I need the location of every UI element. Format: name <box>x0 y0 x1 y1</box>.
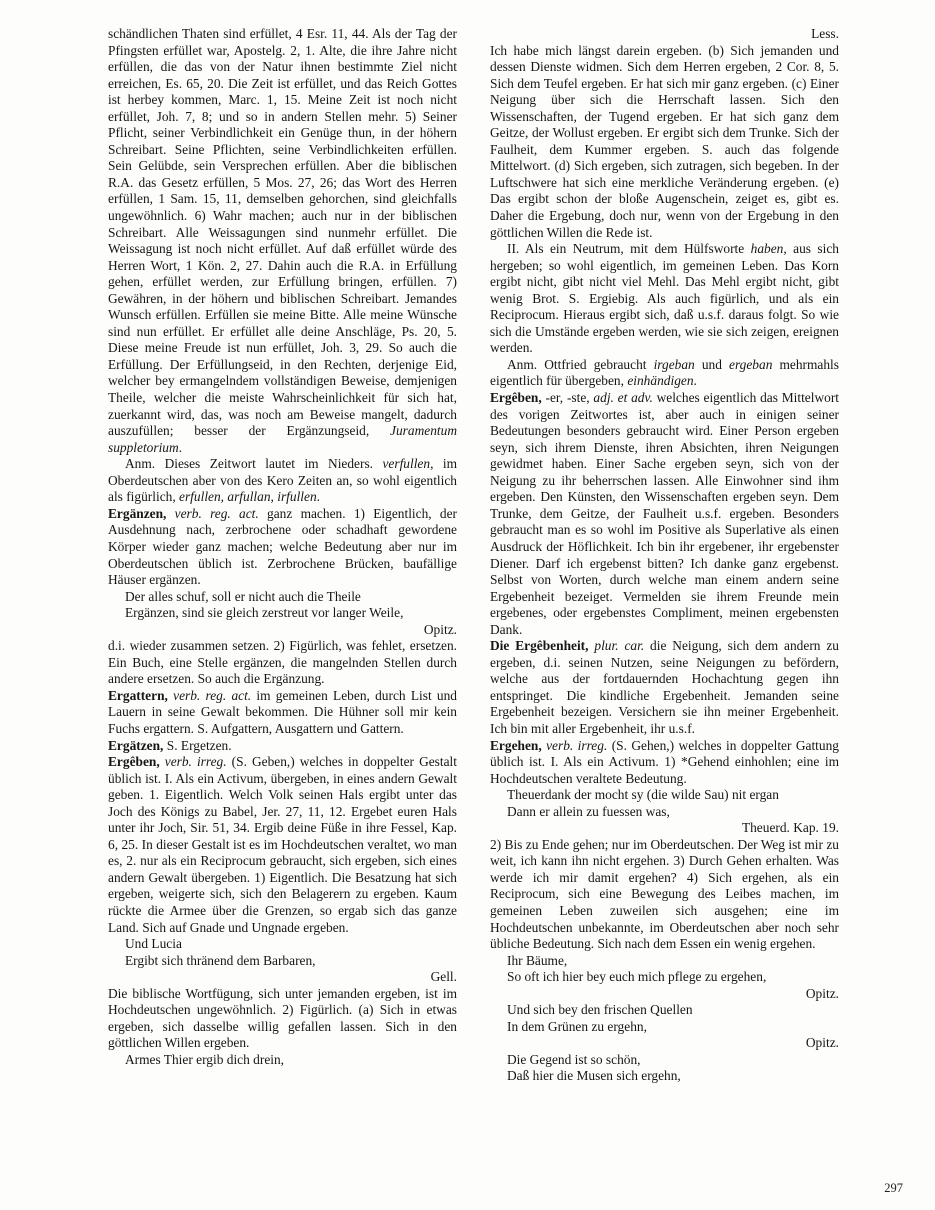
text-run: , im Oberdeutschen aber von des Kero Zeiten an, so wohl eigentlich als figürlich, <box>108 456 457 505</box>
attribution <box>108 622 457 639</box>
text-run: welches eigentlich das Mittelwort des vorigen Zeitwortes ist, aber auch in einigen seiner Bedeutungen besonders gebraucht wird. Einer Person ergeben seyn, sich ihrem Dienste, ihren Absichten, ihren Neigungen gewidmet haben. Einer Sache ergeben seyn, sich von der Neigung zu ihr beherrschen lassen. Alle Einwohner sind ihm ergeben. Den Künsten, den Wissenschaften ergeben seyn. Dem Trunke, dem Geitze, der Faulheit u.s.f. ergeben. Besonders gebraucht man es so wohl im Positive als Superlative als einen Ausdruck der Höflichkeit. Ich bin ihr ergebener, ihr ergebenster Diener. Darf ich ergebenst bitten? Ich danke ganz ergebenst. Selbst von Worten, durch welche man einem andern seine Ergebenheit bezeiget. Vermelden sie ihrem Freunde mein ergebenes, oder ergebenstes Compliment, meinen ergebensten Dank. <box>490 390 839 637</box>
dictionary-entry <box>108 754 457 936</box>
text-run: verb. irreg. <box>546 737 608 753</box>
text-run: (S. Geben,) welches in doppelter Gestalt üblich ist. I. Als ein Activum, übergeben, in eines andern Gewalt geben. 1. Eigentlich. Welch Volk seinen Hals ergibt unter das Joch des Königs zu Babel, Jer. 27, 11, 12. Ergebet euren Hals unter ihr Joch, Sir. 51, 34. Ergib deine Füße in ihre Fessel, Kap. 6, 25. In dieser Gestalt ist es im Hochdeutschen veraltet, wo man es, 2. nur als ein Reciprocum gebraucht, sich ergeben, sich eines andern Gewalt übergeben. 1) Eigentlich. Die Besatzung hat sich ergeben, weigerte sich, sich den Belagerern zu ergeben. Kaum rückte die Armee über die Grenzen, so ergab sich das ganze Land. Sich auf Gnade und Ungnade ergeben. <box>108 754 457 935</box>
text-run: (S. Gehen,) welches in doppelter Gattung üblich ist. I. Als ein Activum. 1) *Gehend einhohlen; eine im Hochdeutschen veraltete Bedeutung. <box>490 737 839 786</box>
verse-line <box>108 589 457 606</box>
text-run: schändlichen Thaten sind erfüllet, 4 Esr. 11, 44. Als der Tag der Pfingsten erfüllet war, Apostelg. 2, 1. Alte, die ihre Jahre nicht erfüllen, die das von der Natur ihnen bestimmte Ziel nicht erreichen, Es. 65, 20. Die Zeit ist erfüllet, und das Reich Gottes ist herbey kommen, Marc. 1, 15. Meine Zeit ist noch nicht erfüllet, Joh. 7, 8; und so in andern Stellen mehr. 5) Seiner Pflicht, seiner Verbindlichkeit ein Genüge thun, in der höhern Schreibart. Seine Pflichten, seine Verbindlichkeiten erfüllen. Sein Gelübde, sein Versprechen erfüllen. Aber die biblischen R.A. das Gesetz erfüllen, 5 Mos. 27, 26; das Wort des Herren erfüllen, 1 Sam. 15, 11, demselben gehorchen, sind gleichfalls ungewöhnlich. 6) Wahr machen; auch nur in der biblischen Schreibart. Alle Weissagungen sind nunmehr erfüllet. Die Weissagung ist noch nicht erfüllet. Auf daß erfüllet würde des Herren Wort, 1 Kön. 2, 27. Dahin auch die R.A. in Erfüllung gehen, erfüllet werden, zur Erfüllung bringen, erfüllen. 7) Gewähren, in der höhern und biblischen Schreibart. Jemandes Wunsch erfüllen. Erfüllen sie meine Bitte. Alle meine Wünsche sind nun erfüllet. Er erfüllet alle deine Anschläge, Ps. 20, 5. Diese meine Freude ist nun erfüllet, Joh. 3, 29. So auch die Erfüllung. Der Erfüllungseid, in den Rechten, derjenige Eid, welcher bey ermangelndem vollständigen Beweise, demjenigen Theile, welcher die meiste Wahrscheinlichkeit für sich hat, zuerkannt wird, das, was noch am Beweise mangelt, dadurch auszufüllen; besser der Ergänzungseid, <box>108 26 457 439</box>
text-run: verfullen <box>382 456 431 472</box>
verse-line <box>108 953 457 970</box>
text-run: plur. car. <box>594 638 645 654</box>
text-run: Anm. Ottfried gebraucht <box>507 356 654 372</box>
dictionary-entry <box>108 688 457 738</box>
text-run: Dann er allein zu fuessen was, <box>507 803 670 819</box>
paragraph <box>108 986 457 1052</box>
text-run: Ergätzen, <box>108 737 164 753</box>
text-run: die Neigung, sich dem andern zu ergeben, d.i. seinen Nutzen, seine Neigungen zu befördern, welche aus der fortdauernden Hochachtung gegen ihn entspringet. Die kindliche Ergebenheit. Jemanden seine Ergebenheit bezeigen. Versichern sie ihn meiner Ergebenheit. Ich bin mit aller Ergebenheit, ihr u.s.f. <box>490 638 839 736</box>
text-run: Daß hier die Musen sich ergehn, <box>507 1068 681 1084</box>
verse-line <box>490 1019 839 1036</box>
attribution <box>108 969 457 986</box>
text-run: Die Gegend ist so schön, <box>507 1051 641 1067</box>
text-run: Theuerd. Kap. 19. <box>741 820 839 836</box>
text-run: Ergêben, <box>108 754 160 770</box>
verse-line <box>490 1052 839 1069</box>
text-run: Less. <box>811 26 839 41</box>
paragraph <box>108 26 457 456</box>
text-run: -er, -ste, <box>541 390 594 406</box>
text-run: Opitz. <box>805 1035 839 1051</box>
text-run: Opitz. <box>805 985 839 1001</box>
text-run: Anm. Dieses Zeitwort lautet im Nieders. <box>125 456 383 472</box>
attribution <box>490 1035 839 1052</box>
text-run: mehrmahls eigentlich für übergeben, <box>490 356 839 389</box>
dictionary-entry <box>490 390 839 638</box>
verse-line <box>108 936 457 953</box>
text-run: Ergänzen, sind sie gleich zerstreut vor langer Weile, <box>125 605 404 621</box>
page-number: 297 <box>884 1181 903 1195</box>
text-run: Die biblische Wortfügung, sich unter jemanden ergeben, ist im Hochdeutschen ungewöhnlich. 2) Figürlich. (a) Sich in etwas ergeben, sich dasselbe willig gefallen lassen. Sich in den göttlichen Willen ergeben. <box>108 985 457 1051</box>
text-run: Armes Thier ergib dich drein, <box>125 1051 285 1067</box>
verse-line <box>490 969 839 986</box>
attribution <box>490 26 839 43</box>
text-run: verb. reg. act. <box>174 505 259 521</box>
text-run: Der alles schuf, soll er nicht auch die Theile <box>125 588 361 604</box>
attribution <box>490 820 839 837</box>
verse-line <box>490 804 839 821</box>
paragraph <box>490 357 839 390</box>
text-run: im gemeinen Leben, durch List und Lauern in seine Gewalt bekommen. Die Hühner soll mir kein Fuchs ergattern. S. Aufgattern, Ausgattern und Gattern. <box>108 687 457 736</box>
text-run: einhändigen <box>627 373 694 389</box>
text-run: . <box>316 489 321 505</box>
text-run: So oft ich hier bey euch mich pflege zu ergehen, <box>507 969 767 985</box>
text-run: , aus sich hergeben; so wohl eigentlich, im gemeinen Leben. Das Korn ergibt nicht, gibt nicht viel Mehl. Das Mehl ergibt nicht, gibt wenig Brot. S. Ergiebig. Als auch figürlich, und als ein Reciprocum. Hieraus ergibt sich, daß u.s.f. daraus folgt. So wie sich die Umstände ergeben werden, wie sie sich zeigen, ereignen werden. <box>490 241 839 356</box>
text-run: haben <box>750 241 784 257</box>
paragraph <box>490 837 839 953</box>
verse-line <box>490 1002 839 1019</box>
dictionary-entry <box>108 738 457 755</box>
text-run: 2) Bis zu Ende gehen; nur im Oberdeutschen. Der Weg ist mir zu weit, ich kann ihn nicht ergehen. 3) Durch Gehen erhalten. Was werde ich mir damit ergehen? 4) Sich ergehen, als ein Reciprocum, sich eine Bewegung des Leibes machen, im gemeinen Leben zuweilen sich ausgehen; eine im Hochdeutschen unbekannte, im Oberdeutschen aber noch sehr übliche Bedeutung. Sich nach dem Essen ein wenig ergehen. <box>490 836 839 952</box>
text-run: II. Als ein Neutrum, mit dem Hülfsworte <box>507 241 751 257</box>
text-run: Ergattern, <box>108 687 168 703</box>
text-run: . <box>178 439 183 455</box>
text-run: ergeban <box>729 356 773 372</box>
text-run: Ergänzen, <box>108 505 167 521</box>
text-run: Ergehen, <box>490 737 542 753</box>
text-run: Ergêben, <box>490 390 542 406</box>
text-run: S. Ergetzen. <box>163 737 232 753</box>
text-run: verb. irreg. <box>164 754 227 770</box>
dictionary-entry <box>108 506 457 589</box>
paragraph <box>490 43 839 242</box>
text-run: Ich habe mich längst darein ergeben. (b) Sich jemanden und dessen Dienste widmen. Sich dem Herren ergeben, 2 Cor. 8, 5. Sich dem Teufel ergeben. Er hat sich mir ganz ergeben. (c) Einer Neigung über sich die Herrschaft lassen. Sich den Wissenschaften, der Tugend ergeben. Er hat sich ganz dem Geitze, der Wollust ergeben. Er ergibt sich dem Trunke. Sich der Faulheit, dem Kummer ergeben. S. auch das folgende Mittelwort. (d) Sich ergeben, sich zutragen, sich begeben. In der Luftschwere hat sich eine merkliche Veränderung ergeben. (e) Das ergibt schon der bloße Augenschein, zeiget es, gibt es. Daher die Ergebung, doch nur, wenn von der Ergebung in den göttlichen Willen die Rede ist. <box>490 42 839 240</box>
verse-line <box>490 1068 839 1085</box>
text-run: Die Ergêbenheit, <box>490 638 589 654</box>
text-run: . <box>693 373 697 389</box>
text-run: verb. reg. act. <box>173 687 252 703</box>
text-run <box>166 506 174 521</box>
verse-line <box>490 953 839 970</box>
text-run: Juramentum suppletorium <box>108 423 457 455</box>
text-run: Und sich bey den frischen Quellen <box>507 1002 693 1018</box>
left-column <box>108 26 457 1085</box>
paragraph <box>490 241 839 357</box>
text-run: Ihr Bäume, <box>507 952 568 968</box>
text-run: Opitz. <box>423 621 457 637</box>
text-run: Theuerdank der mocht sy (die wilde Sau) nit ergan <box>507 787 779 803</box>
text-run: adj. et adv. <box>593 390 653 406</box>
text-run: erfullen, arfullan, irfullen <box>179 489 317 505</box>
text-run: d.i. wieder zusammen setzen. 2) Figürlich, was fehlet, ersetzen. Ein Buch, eine Stelle ergänzen, die mangelnden Stellen durch andere ersetzen. So auch die Ergänzung. <box>108 638 457 687</box>
paragraph <box>108 456 457 506</box>
text-run: Und Lucia <box>125 936 182 952</box>
verse-line <box>490 787 839 804</box>
text-run: Gell. <box>430 969 457 985</box>
dictionary-entry <box>490 638 839 737</box>
verse-line <box>108 605 457 622</box>
dictionary-entry <box>490 738 839 788</box>
text-run: und <box>694 356 730 372</box>
text-run: In dem Grünen zu ergehn, <box>507 1018 647 1034</box>
verse-line <box>108 1052 457 1069</box>
right-column <box>490 26 839 1085</box>
text-run: irgeban <box>653 356 695 372</box>
text-run: ganz machen. 1) Eigentlich, der Ausdehnung nach, zerbrochene oder schadhaft gewordene Körper wieder ganz machen; welche Bedeutung aber nur im Oberdeutschen üblich ist. Zerbrochene Brücken, baufällige Häuser ergänzen. <box>108 505 457 588</box>
text-columns <box>108 26 839 1085</box>
attribution <box>490 986 839 1003</box>
paragraph <box>108 638 457 688</box>
text-run: Ergibt sich thränend dem Barbaren, <box>125 952 316 968</box>
